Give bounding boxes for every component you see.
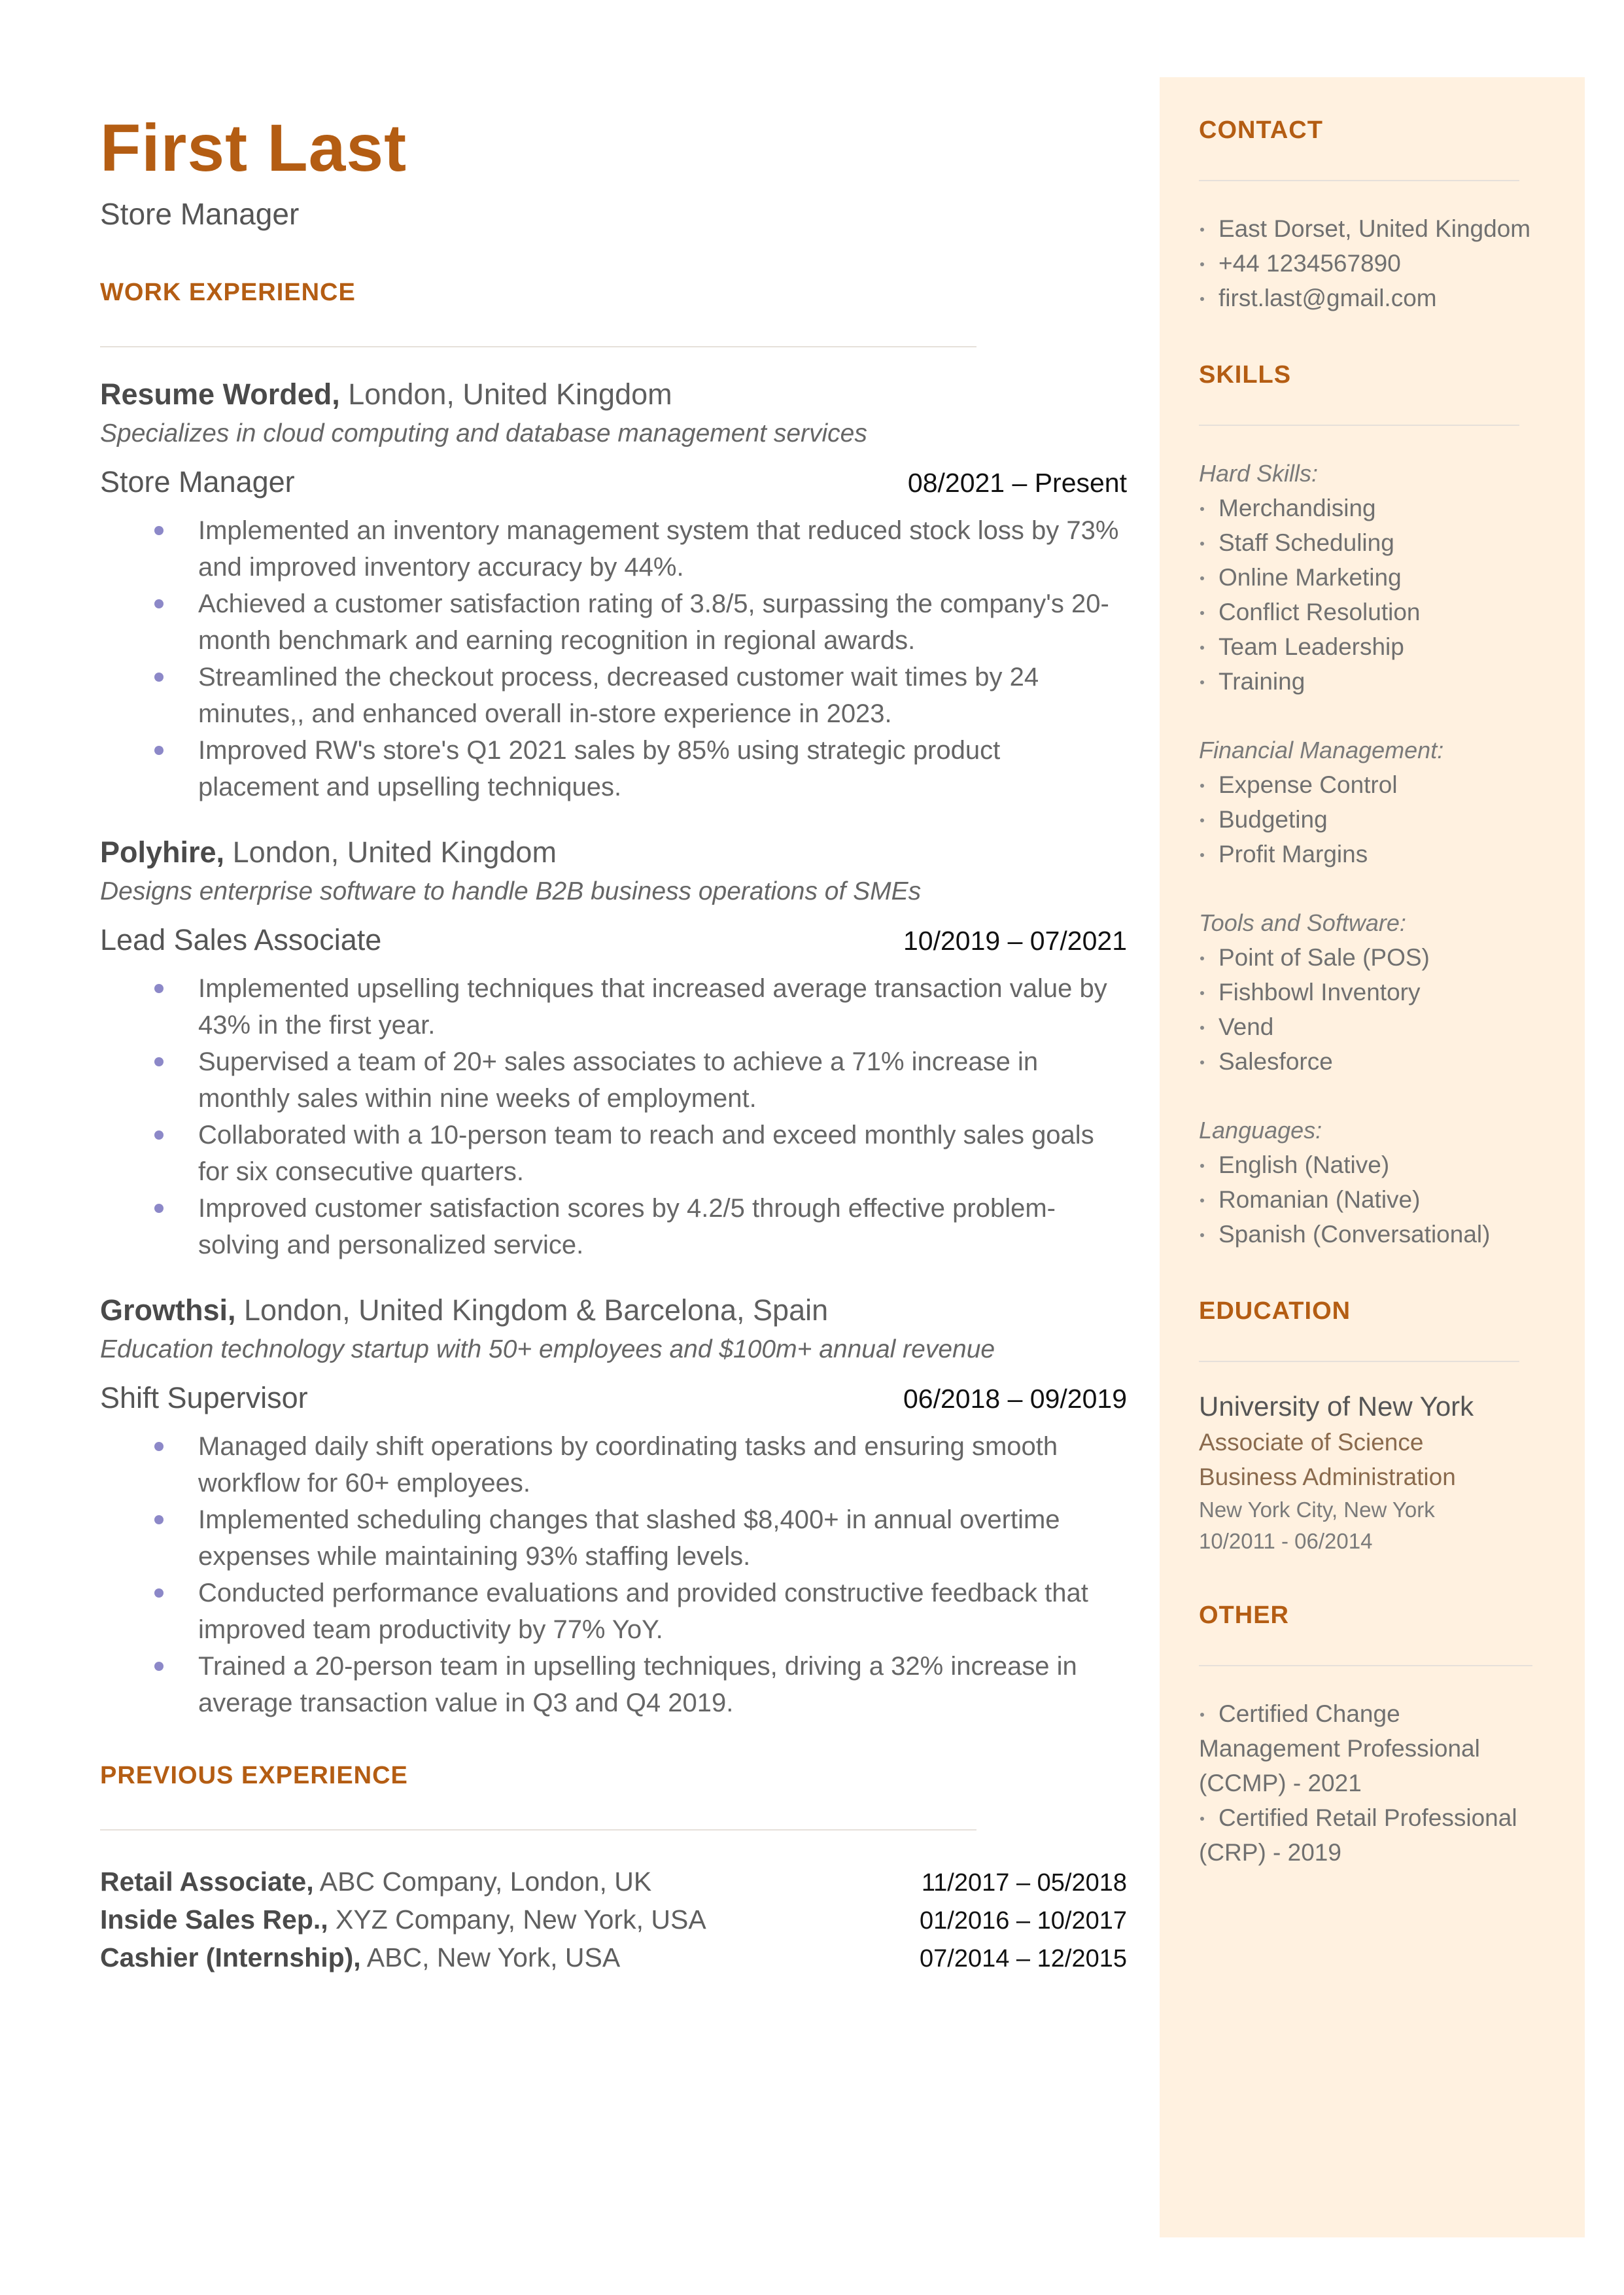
bullet-dot-icon bbox=[1200, 1713, 1204, 1717]
bullet-dot-icon bbox=[1200, 297, 1204, 301]
job-line bbox=[100, 465, 1127, 499]
bullet-dot-icon bbox=[1200, 228, 1204, 232]
bullet-dot-icon bbox=[154, 1662, 164, 1671]
previous-experience-row: Cashier (Internship), ABC, New York, USA 07/2014 – 12/2015 bbox=[100, 1942, 1127, 1973]
education-degree: Associate of Science bbox=[1199, 1429, 1424, 1456]
bullet-dot-icon bbox=[1200, 1060, 1204, 1064]
bullet-dot-icon bbox=[154, 1588, 164, 1598]
other-heading: OTHER bbox=[1199, 1602, 1289, 1629]
skills-list bbox=[1199, 456, 1532, 1252]
job-bullets bbox=[100, 512, 1127, 805]
bullet-dot-icon bbox=[1200, 542, 1204, 546]
bullet-dot-icon bbox=[154, 1204, 164, 1213]
skill-item: Budgeting bbox=[1199, 802, 1532, 837]
job-line bbox=[100, 1381, 1127, 1415]
company-line bbox=[100, 1293, 1127, 1327]
bullet-dot-icon bbox=[1200, 818, 1204, 822]
bullet-dot-icon bbox=[1200, 262, 1204, 266]
company-location: London, United Kingdom bbox=[224, 835, 557, 869]
bullet-dot-icon bbox=[1200, 576, 1204, 580]
skill-item: Romanian (Native) bbox=[1199, 1182, 1532, 1217]
bullet-dot-icon bbox=[154, 984, 164, 993]
company-name: Resume Worded, bbox=[100, 377, 340, 412]
contact-list bbox=[1199, 211, 1532, 315]
bullet-dot-icon bbox=[154, 1130, 164, 1140]
section-divider bbox=[1199, 1665, 1532, 1666]
bullet-dot-icon bbox=[154, 1442, 164, 1451]
bullet-dot-icon bbox=[1200, 956, 1204, 960]
bullet-item: Trained a 20-person team in upselling techniques, driving a 32% increase in average transaction value in Q3 and Q4 2019. bbox=[100, 1648, 1127, 1721]
bullet-item: Collaborated with a 10-person team to reach and exceed monthly sales goals for six consecutive quarters. bbox=[100, 1117, 1127, 1190]
section-divider bbox=[100, 346, 976, 347]
job-dates: 06/2018 – 09/2019 bbox=[903, 1384, 1127, 1414]
other-list bbox=[1199, 1696, 1532, 1870]
job-bullets bbox=[100, 970, 1127, 1263]
company-line bbox=[100, 835, 1127, 869]
skill-item: Team Leadership bbox=[1199, 629, 1532, 664]
bullet-item: Implemented scheduling changes that slashed $8,400+ in annual overtime expenses while maintaining 93% staffing levels. bbox=[100, 1501, 1127, 1575]
skill-category: Hard Skills: bbox=[1199, 460, 1319, 487]
education-dates: 10/2011 - 06/2014 bbox=[1199, 1529, 1373, 1553]
job-entry bbox=[100, 1293, 1127, 1721]
skill-item: Training bbox=[1199, 664, 1532, 699]
job-dates: 08/2021 – Present bbox=[907, 468, 1127, 499]
company-description: Specializes in cloud computing and database management services bbox=[100, 419, 867, 448]
job-line bbox=[100, 923, 1127, 957]
contact-heading: CONTACT bbox=[1199, 116, 1323, 144]
bullet-item: Implemented upselling techniques that increased average transaction value by 43% in the first year. bbox=[100, 970, 1127, 1043]
skill-item: Staff Scheduling bbox=[1199, 525, 1532, 560]
company-name: Growthsi, bbox=[100, 1293, 236, 1327]
bullet-item: Supervised a team of 20+ sales associates to achieve a 71% increase in monthly sales within nine weeks of employment. bbox=[100, 1043, 1127, 1117]
previous-experience-row: Inside Sales Rep., XYZ Company, New York, USA 01/2016 – 10/2017 bbox=[100, 1904, 1127, 1935]
contact-address: East Dorset, United Kingdom bbox=[1199, 211, 1532, 246]
contact-phone: +44 1234567890 bbox=[1199, 246, 1532, 281]
bullet-item: Improved customer satisfaction scores by 4.2/5 through effective problem-solving and personalized service. bbox=[100, 1190, 1127, 1263]
bullet-dot-icon bbox=[1200, 1199, 1204, 1202]
skill-category: Tools and Software: bbox=[1199, 909, 1406, 936]
bullet-item: Achieved a customer satisfaction rating of 3.8/5, surpassing the company's 20-month benchmark and earning recognition in regional awards. bbox=[100, 586, 1127, 659]
bullet-item: Managed daily shift operations by coordinating tasks and ensuring smooth workflow for 60+ employees. bbox=[100, 1428, 1127, 1501]
bullet-item: Improved RW's store's Q1 2021 sales by 85% using strategic product placement and upselling techniques. bbox=[100, 732, 1127, 805]
bullet-dot-icon bbox=[1200, 1233, 1204, 1237]
bullet-dot-icon bbox=[1200, 1817, 1204, 1821]
candidate-role: Store Manager bbox=[100, 197, 300, 232]
skills-heading: SKILLS bbox=[1199, 361, 1292, 389]
section-divider bbox=[100, 1829, 976, 1831]
job-title: Shift Supervisor bbox=[100, 1381, 308, 1415]
education-school: University of New York bbox=[1199, 1391, 1474, 1422]
bullet-dot-icon bbox=[154, 746, 164, 755]
bullet-dot-icon bbox=[154, 599, 164, 608]
bullet-dot-icon bbox=[154, 673, 164, 682]
bullet-dot-icon bbox=[1200, 680, 1204, 684]
education-field: Business Administration bbox=[1199, 1463, 1456, 1490]
skill-item: Merchandising bbox=[1199, 491, 1532, 525]
company-description: Education technology startup with 50+ employees and $100m+ annual revenue bbox=[100, 1335, 995, 1364]
bullet-item: Streamlined the checkout process, decreased customer wait times by 24 minutes,, and enhanced overall in-store experience in 2023. bbox=[100, 659, 1127, 732]
company-name: Polyhire, bbox=[100, 835, 225, 869]
job-title: Lead Sales Associate bbox=[100, 923, 382, 957]
previous-experience-list bbox=[100, 1863, 1127, 1977]
contact-email[interactable]: first.last@gmail.com bbox=[1199, 281, 1532, 315]
bullet-dot-icon bbox=[1200, 784, 1204, 788]
job-dates: 10/2019 – 07/2021 bbox=[903, 926, 1127, 956]
section-divider bbox=[1199, 425, 1519, 426]
bullet-dot-icon bbox=[1200, 1026, 1204, 1030]
candidate-name: First Last bbox=[100, 111, 407, 185]
bullet-dot-icon bbox=[154, 526, 164, 535]
company-location: London, United Kingdom bbox=[339, 377, 672, 412]
company-location: London, United Kingdom & Barcelona, Spain bbox=[235, 1293, 829, 1327]
bullet-dot-icon bbox=[1200, 991, 1204, 995]
skill-item: Point of Sale (POS) bbox=[1199, 940, 1532, 975]
section-divider bbox=[1199, 1361, 1519, 1362]
company-description: Designs enterprise software to handle B2B business operations of SMEs bbox=[100, 877, 922, 906]
main-column bbox=[100, 111, 1127, 1977]
bullet-dot-icon bbox=[1200, 611, 1204, 615]
skill-category: Financial Management: bbox=[1199, 737, 1444, 763]
bullet-dot-icon bbox=[1200, 853, 1204, 857]
bullet-dot-icon bbox=[154, 1515, 164, 1524]
skill-item: Spanish (Conversational) bbox=[1199, 1217, 1532, 1252]
skill-item: Expense Control bbox=[1199, 767, 1532, 802]
skill-item: Profit Margins bbox=[1199, 837, 1532, 871]
company-line bbox=[100, 377, 1127, 412]
certification-item: Certified Change Management Professional (CCMP) - 2021 bbox=[1199, 1700, 1480, 1796]
previous-experience-row: Retail Associate, ABC Company, London, UK 11/2017 – 05/2018 bbox=[100, 1866, 1127, 1897]
bullet-dot-icon bbox=[154, 1057, 164, 1066]
education-heading: EDUCATION bbox=[1199, 1297, 1351, 1325]
skill-item: Fishbowl Inventory bbox=[1199, 975, 1532, 1009]
certification-item: Certified Retail Professional (CRP) - 2019 bbox=[1199, 1804, 1517, 1866]
skill-item: Salesforce bbox=[1199, 1044, 1532, 1079]
skill-item: Online Marketing bbox=[1199, 560, 1532, 595]
job-entry bbox=[100, 835, 1127, 1263]
section-divider bbox=[1199, 180, 1519, 181]
job-bullets bbox=[100, 1428, 1127, 1721]
skill-item: Vend bbox=[1199, 1009, 1532, 1044]
sidebar bbox=[1160, 77, 1585, 2237]
skill-item: Conflict Resolution bbox=[1199, 595, 1532, 629]
bullet-dot-icon bbox=[1200, 646, 1204, 650]
skill-item: English (Native) bbox=[1199, 1148, 1532, 1182]
job-entry bbox=[100, 377, 1127, 805]
bullet-dot-icon bbox=[1200, 1164, 1204, 1168]
bullet-item: Conducted performance evaluations and provided constructive feedback that improved team productivity by 77% YoY. bbox=[100, 1575, 1127, 1648]
skill-category: Languages: bbox=[1199, 1117, 1322, 1144]
previous-experience-heading: PREVIOUS EXPERIENCE bbox=[100, 1762, 408, 1790]
bullet-dot-icon bbox=[1200, 507, 1204, 511]
bullet-item: Implemented an inventory management system that reduced stock loss by 73% and improved inventory accuracy by 44%. bbox=[100, 512, 1127, 586]
education-location: New York City, New York bbox=[1199, 1498, 1435, 1522]
job-title: Store Manager bbox=[100, 465, 295, 499]
work-experience-heading: WORK EXPERIENCE bbox=[100, 279, 356, 307]
